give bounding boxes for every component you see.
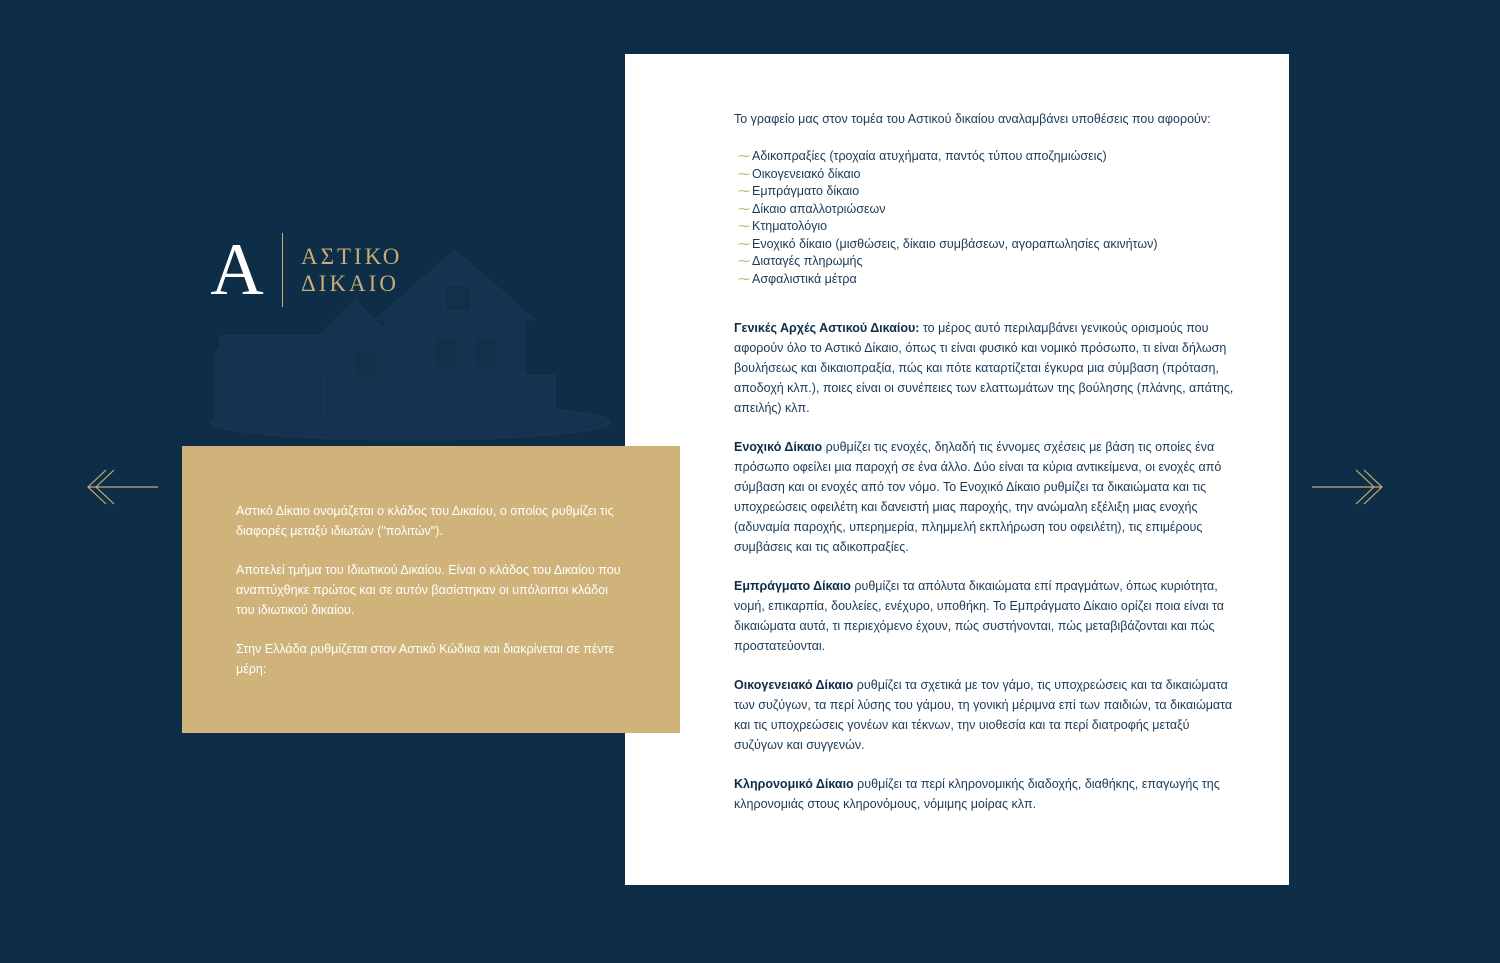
section-title: Ενοχικό Δίκαιο [734,440,823,454]
tick-icon: ⁓ [738,166,750,181]
list-item-label: Εμπράγματο δίκαιο [752,184,860,198]
intro-box-text [236,501,621,698]
intro-box [182,446,680,733]
section-inheritance-law [734,774,1234,814]
section-text: ρυθμίζει τα σχετικά με τον γάμο, τις υποχρεώσεις και τα δικαιώματα των συζύγων, τα περί λύσης του γάμου, τη γονική μέριμνα επί των παιδιών, τα δικαιώματα και τις υποχρεώσεις γονέων και τέκνων, την υιοθεσία και τα περί διατροφής μεταξύ συζύγων και συγγενών. [734,678,1233,752]
content-intro: Το γραφείο μας στον τομέα του Αστικού δικαίου αναλαμβάνει υποθέσεις που αφορούν: [734,112,1211,126]
list-item-label: Κτηματολόγιο [752,219,828,233]
section-title: Οικογενειακό Δίκαιο [734,678,854,692]
brand-title-line-2: ΔΙΚΑΙΟ [301,271,399,296]
list-item [734,236,1234,254]
section-family-law [734,675,1234,755]
section-property-law [734,576,1234,656]
intro-paragraph-3: Στην Ελλάδα ρυθμίζεται στον Αστικό Κώδικα και διακρίνεται σε πέντε μέρη: [236,642,615,676]
list-item-label: Αδικοπραξίες (τροχαία ατυχήματα, παντός τύπου αποζημιώσεις) [752,149,1107,163]
tick-icon: ⁓ [738,219,750,233]
content-body [734,109,1234,814]
section-law-of-obligations [734,437,1234,557]
list-item [734,201,1234,219]
tick-icon: ⁓ [738,149,750,163]
section-text: ρυθμίζει τις ενοχές, δηλαδή τις έννομες σχέσεις με βάση τις οποίες ένα πρόσωπο οφείλει μια παροχή σε ένα άλλο. Δύο είναι τα κύρια αντικείμενα, οι ενοχές από σύμβαση και οι ενοχές από τον νόμο. Το Ενοχικό Δίκαιο ρυθμίζει τα δικαιώματα και τις υποχρεώσεις οφειλέτη και δανειστή μιας παροχής, την ανώμαλη εξέλιξη μιας ενοχής (αδυναμία παροχής, υπερημερία, πλημμελή εκπλήρωση του οφειλέτη), τις επιμέρους συμβάσεις και τις αδικοπραξίες. [734,440,1222,554]
list-item [734,183,1234,201]
arrow-left-icon[interactable] [84,467,160,507]
list-item-label: Οικογενειακό δίκαιο [752,166,861,181]
arrow-right-icon[interactable] [1310,467,1386,507]
practice-areas-list [734,148,1234,288]
section-title: Κληρονομικό Δίκαιο [734,777,854,791]
tick-icon: ⁓ [738,254,750,268]
list-item [734,271,1234,289]
list-item-label: Διαταγές πληρωμής [752,254,863,268]
tick-icon: ⁓ [738,271,750,286]
list-item-label: Δίκαιο απαλλοτριώσεων [752,201,886,216]
brand-letter: A [210,229,264,311]
tick-icon: ⁓ [738,184,750,198]
page-brand [205,229,403,311]
section-title: Γενικές Αρχές Αστικού Δικαίου: [734,321,920,335]
list-item [734,253,1234,271]
intro-paragraph-2: Αποτελεί τμήμα του Ιδιωτικού Δικαίου. Είναι ο κλάδος του Δικαίου που αναπτύχθηκε πρώτος και σε αυτόν βασίστηκαν οι υπόλοιποι κλάδοι του ιδιωτικού δικαίου. [236,563,621,617]
list-item-label: Ενοχικό δίκαιο (μισθώσεις, δίκαιο συμβάσεων, αγοραπωλησίες ακινήτων) [752,236,1158,251]
tick-icon: ⁓ [738,201,750,216]
tick-icon: ⁓ [738,236,750,251]
list-item-label: Ασφαλιστικά μέτρα [752,271,857,286]
section-general-principles [734,318,1234,418]
section-text: ρυθμίζει τα περί κληρονομικής διαδοχής, διαθήκης, επαγωγής της κληρονομιάς στους κληρονόμους, νόμιμης μοίρας κλπ. [734,777,1220,811]
list-item [734,166,1234,184]
section-title: Εμπράγματο Δίκαιο [734,579,851,593]
page-title [301,243,402,297]
brand-title-line-1: ΑΣΤΙΚΟ [301,244,403,269]
content-panel [625,54,1289,885]
list-item [734,218,1234,236]
intro-paragraph-1: Αστικό Δίκαιο ονομάζεται ο κλάδος του Δικαίου, ο οποίος ρυθμίζει τις διαφορές μεταξύ ιδιωτών ("πολιτών"). [236,504,614,538]
list-item [734,148,1234,166]
section-text: ρυθμίζει τα απόλυτα δικαιώματα επί πραγμάτων, όπως κυριότητα, νομή, επικαρπία, δουλείες, ενέχυρο, υποθήκη. Το Εμπράγματο Δίκαιο ορίζει ποια είναι τα δικαιώματα αυτά, τι περιεχόμενο έχουν, πώς συστήνονται, πώς μεταβιβάζονται και πώς προστατεύονται. [734,579,1224,653]
brand-divider [282,233,283,307]
section-text: το μέρος αυτό περιλαμβάνει γενικούς ορισμούς που αφορούν όλο το Αστικό Δίκαιο, όπως τι είναι φυσικό και νομικό πρόσωπο, τι είναι δήλωση βουλήσεως και δικαιοπραξία, πώς και πότε καταρτίζεται έγκυρα μια σύμβαση (πρόταση, αποδοχή κλπ.), ποιες είναι οι συνέπειες των ελαττωμάτων της βούλησης (πλάνης, απάτης, απειλής) κλπ. [734,321,1234,415]
